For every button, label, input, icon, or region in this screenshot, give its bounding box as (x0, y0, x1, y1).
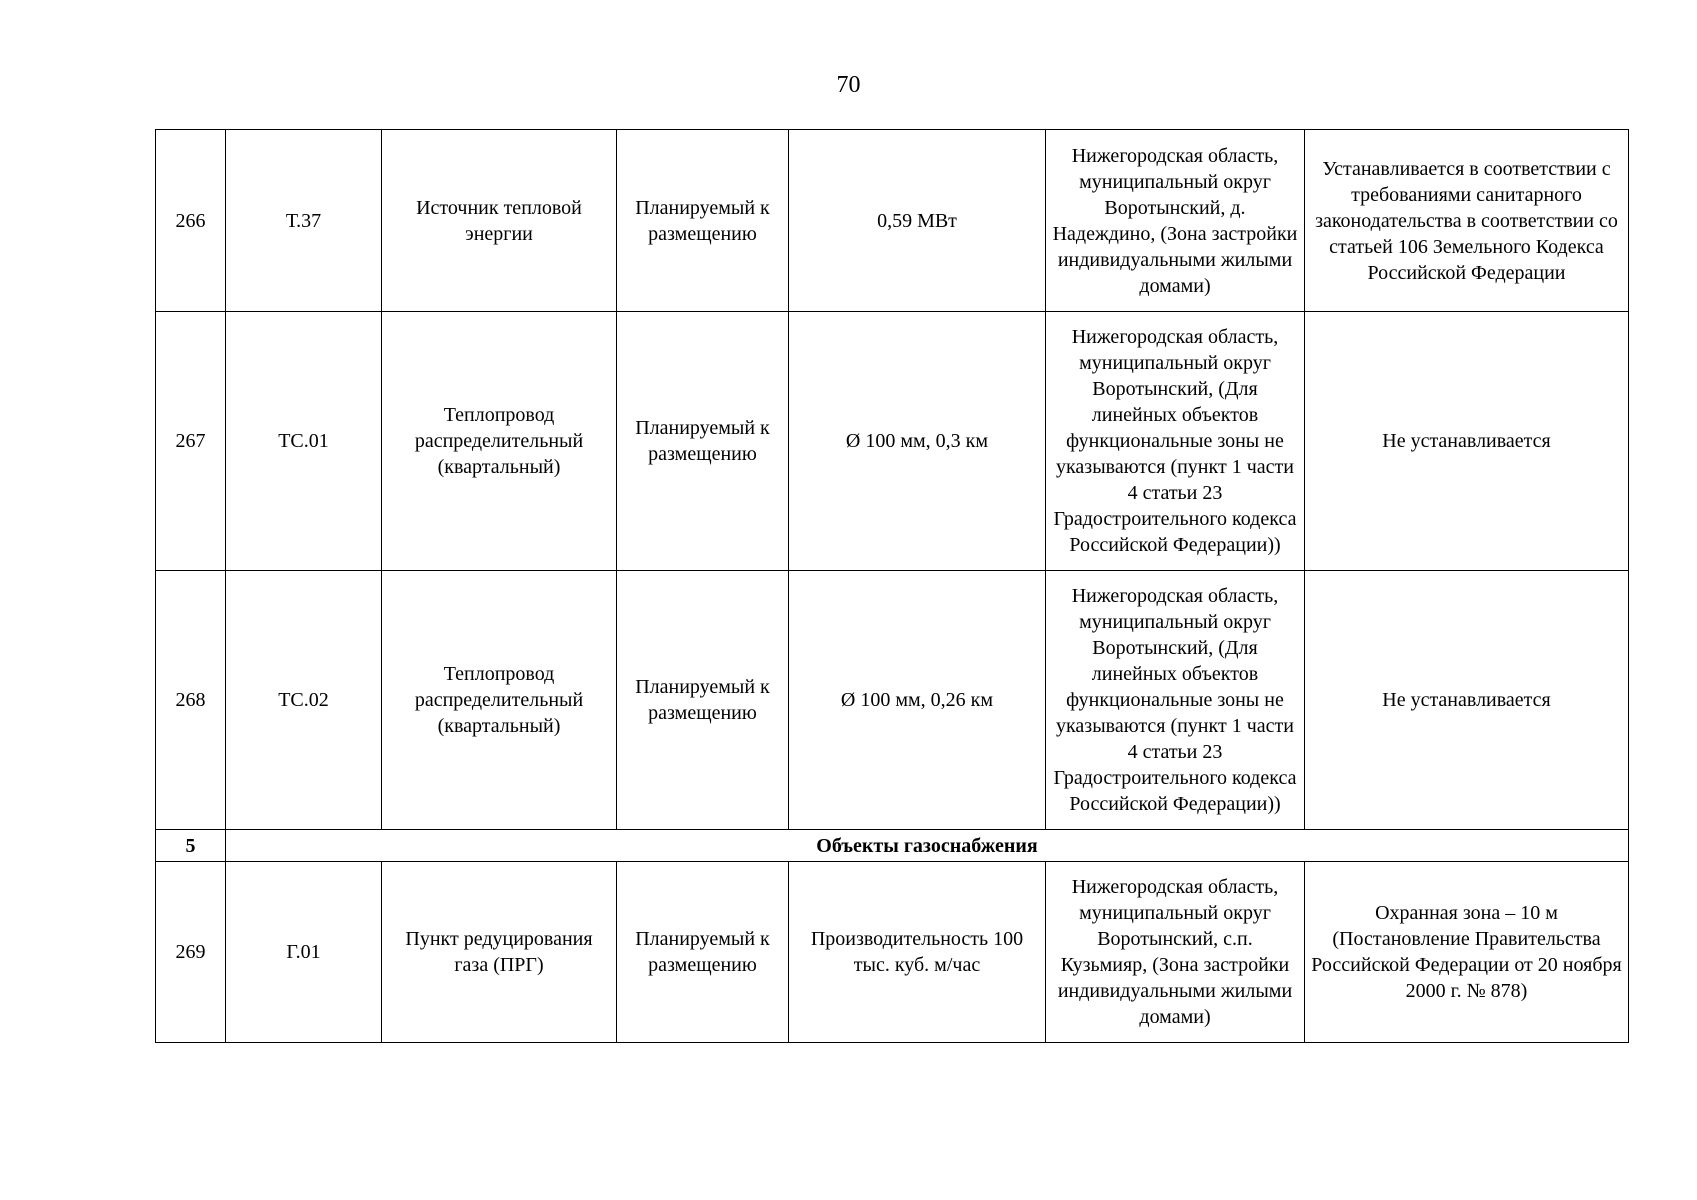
row-number: 269 (156, 862, 226, 1043)
object-zone: Устанавливается в соответствии с требованиями санитарного законодательства в соответствии со статьей 106 Земельного Кодекса Российской Федерации (1305, 130, 1629, 312)
object-code: ТС.02 (226, 571, 382, 830)
section-number: 5 (156, 830, 226, 862)
object-location: Нижегородская область, муниципальный округ Воротынский, (Для линейных объектов функциональные зоны не указываются (пункт 1 части 4 статьи 23 Градостроительного кодекса Российской Федерации)) (1046, 571, 1305, 830)
object-name: Пункт редуцирования газа (ПРГ) (382, 862, 617, 1043)
page-number: 70 (836, 72, 861, 98)
object-parameters: Ø 100 мм, 0,26 км (789, 571, 1046, 830)
section-row (156, 830, 1629, 862)
row-number: 267 (156, 312, 226, 571)
object-location: Нижегородская область, муниципальный округ Воротынский, д. Надеждино, (Зона застройки индивидуальными жилыми домами) (1046, 130, 1305, 312)
row-number: 268 (156, 571, 226, 830)
section-title: Объекты газоснабжения (226, 830, 1629, 862)
object-status: Планируемый к размещению (617, 862, 789, 1043)
object-parameters: Производительность 100 тыс. куб. м/час (789, 862, 1046, 1043)
object-code: ТС.01 (226, 312, 382, 571)
object-code: Г.01 (226, 862, 382, 1043)
object-status: Планируемый к размещению (617, 312, 789, 571)
object-location: Нижегородская область, муниципальный округ Воротынский, с.п. Кузьмияр, (Зона застройки индивидуальными жилыми домами) (1046, 862, 1305, 1043)
table-row (156, 862, 1629, 1043)
object-name: Источник тепловой энергии (382, 130, 617, 312)
table-row (156, 312, 1629, 571)
objects-table (155, 129, 1629, 1043)
object-code: Т.37 (226, 130, 382, 312)
object-parameters: 0,59 МВт (789, 130, 1046, 312)
object-zone: Не устанавливается (1305, 571, 1629, 830)
object-name: Теплопровод распределительный (квартальный) (382, 571, 617, 830)
table-row (156, 571, 1629, 830)
row-number: 266 (156, 130, 226, 312)
object-location: Нижегородская область, муниципальный округ Воротынский, (Для линейных объектов функциональные зоны не указываются (пункт 1 части 4 статьи 23 Градостроительного кодекса Российской Федерации)) (1046, 312, 1305, 571)
object-status: Планируемый к размещению (617, 571, 789, 830)
object-parameters: Ø 100 мм, 0,3 км (789, 312, 1046, 571)
object-status: Планируемый к размещению (617, 130, 789, 312)
object-zone: Охранная зона – 10 м (Постановление Правительства Российской Федерации от 20 ноября 2000 г. № 878) (1305, 862, 1629, 1043)
object-name: Теплопровод распределительный (квартальный) (382, 312, 617, 571)
table-row (156, 130, 1629, 312)
object-zone: Не устанавливается (1305, 312, 1629, 571)
